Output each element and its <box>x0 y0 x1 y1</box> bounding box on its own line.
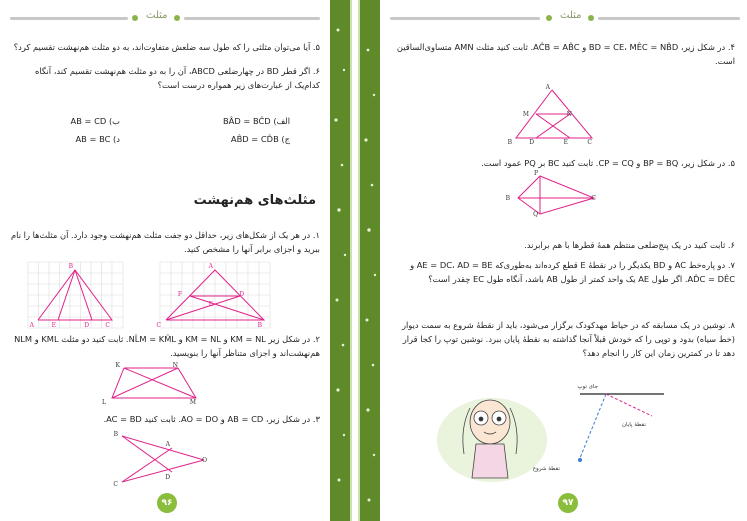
grid-figure-1 <box>28 262 123 328</box>
section-title: مثلث‌های هم‌نهشت <box>193 193 316 208</box>
right-e5: ۵. در شکل زیر، BP = BQ و CP = CQ. ثابت کنید BC بر PQ عمود است. <box>481 158 735 168</box>
right-e7: ۷. دو پاره‌خط AC و BD یکدیگر را در نقطهٔ E قطع کرده‌اند به‌طوری‌که AE = DC، AD = BE و AD̂C = DÊC. اگر طول AE یک واحد کمتر از طول AB باشد، آنگاه طول EC چقدر است؟ <box>410 260 735 284</box>
option-c: ج) AB̂D = CD̂B <box>230 134 290 144</box>
option-a: الف) BÂD = BĈD <box>222 116 290 126</box>
right-page-number: ۹۷ <box>558 493 578 513</box>
g1-label-a: A <box>29 322 34 329</box>
fig5 <box>505 170 600 218</box>
fig4-label-d: D <box>529 139 534 146</box>
start-label: نقطهٔ شروع <box>532 466 560 472</box>
fig3-label-a: A <box>165 441 170 448</box>
left-e3: ۳. در شکل زیر، AB = CD و AO = DO. ثابت کنید AC = BD. <box>103 414 320 424</box>
g2-label-b: B <box>257 322 262 329</box>
fig3 <box>113 431 216 488</box>
fig4 <box>507 84 598 146</box>
right-e4: ۴. در شکل زیر، BD = CE، MÊC = NB̂D و AĈB = AB̂C. ثابت کنید مثلث AMN متساوی‌الساقین است. <box>396 42 735 66</box>
fig3-label-o: O <box>202 457 207 464</box>
left-page-number: ۹۶ <box>157 493 177 513</box>
fig5-label-b: B <box>505 195 510 202</box>
fig4-label-e: E <box>563 139 568 146</box>
right-page <box>380 0 747 521</box>
right-header-title: مثلث <box>560 10 582 21</box>
left-e2: ۲. در شکل زیر KM = NL و KM = NL و NL̂M = KM̂L. ثابت کنید دو مثلث KML و NLM هم‌نهشت‌اند و اجزای متناظر آنها را بنویسید. <box>14 334 320 358</box>
end-label: نقطهٔ پایان <box>622 422 646 428</box>
g1-label-c: C <box>105 322 110 329</box>
option-d: د) AB = BC <box>75 134 120 144</box>
ball-label: جای توپ <box>577 384 598 390</box>
gutter-decoration <box>330 0 380 521</box>
fig3-label-b: B <box>113 431 118 438</box>
fig4-label-b: B <box>507 139 512 146</box>
fig3-label-d: D <box>165 474 170 481</box>
g1-label-e: E <box>51 322 56 329</box>
kml-label-m: M <box>189 399 196 406</box>
left-header <box>10 10 320 26</box>
left-q6: ۶. اگر قطر BD در چهارضلعی ABCD، آن را به دو مثلث هم‌نهشت تقسیم کند، آنگاه کدام‌یک از عبارت‌های زیر همواره درست است؟ <box>34 66 320 90</box>
g2-label-e: E <box>208 301 213 308</box>
fig4-label-n: N <box>566 111 572 118</box>
g1-label-b: B <box>68 263 73 270</box>
kml-label-l: L <box>102 399 106 406</box>
left-q5: ۵. آیا می‌توان مثلثی را که طول سه ضلعش متفاوت‌اند، به دو مثلث هم‌نهشت تقسیم کرد؟ <box>13 42 320 52</box>
g2-label-c: C <box>156 322 161 329</box>
left-e1: ۱. در هر یک از شکل‌های زیر، حداقل دو جفت مثلث هم‌نهشت وجود دارد. آن مثلث‌ها را نام ببرید و اجزای برابر آنها را مشخص کنید. <box>11 230 320 254</box>
kml-label-k: K <box>115 362 120 369</box>
fig5-label-p: P <box>533 170 538 177</box>
fig4-label-c: C <box>587 139 592 146</box>
fig5-label-q: Q <box>533 211 538 218</box>
fig4-label-a: A <box>545 84 550 91</box>
g2-label-f: F <box>177 291 182 298</box>
right-e6: ۶. ثابت کنید در یک پنج‌ضلعی منتظم همهٔ قطرها با هم برابرند. <box>524 240 735 250</box>
right-header <box>390 10 740 26</box>
fig8-illustration <box>430 378 670 488</box>
left-header-title: مثلث <box>146 10 168 21</box>
kml-figure <box>102 362 200 406</box>
fig5-label-c: C <box>591 195 596 202</box>
kml-label-n: N <box>172 362 178 369</box>
fig4-label-m: M <box>522 111 529 118</box>
grid-figure-2 <box>156 262 270 329</box>
right-e8: ۸. نوشین در یک مسابقه که در حیاط مهدکودک برگزار می‌شود، باید از نقطهٔ شروع به سمت دیوار (خط سیاه) بدود و توپی را که خودش قبلاً آنجا گذاشته به نقطهٔ پایان ببرد. نوشین توپ را کجا قرار دهد تا در کمترین زمان این کار را انجام دهد؟ <box>402 320 735 358</box>
fig3-label-c: C <box>113 481 118 488</box>
option-b: ب) AB = CD <box>70 116 120 126</box>
g2-label-d: D <box>239 291 244 298</box>
left-page <box>0 0 330 521</box>
g1-label-d: D <box>84 322 89 329</box>
g2-label-a: A <box>208 263 213 270</box>
